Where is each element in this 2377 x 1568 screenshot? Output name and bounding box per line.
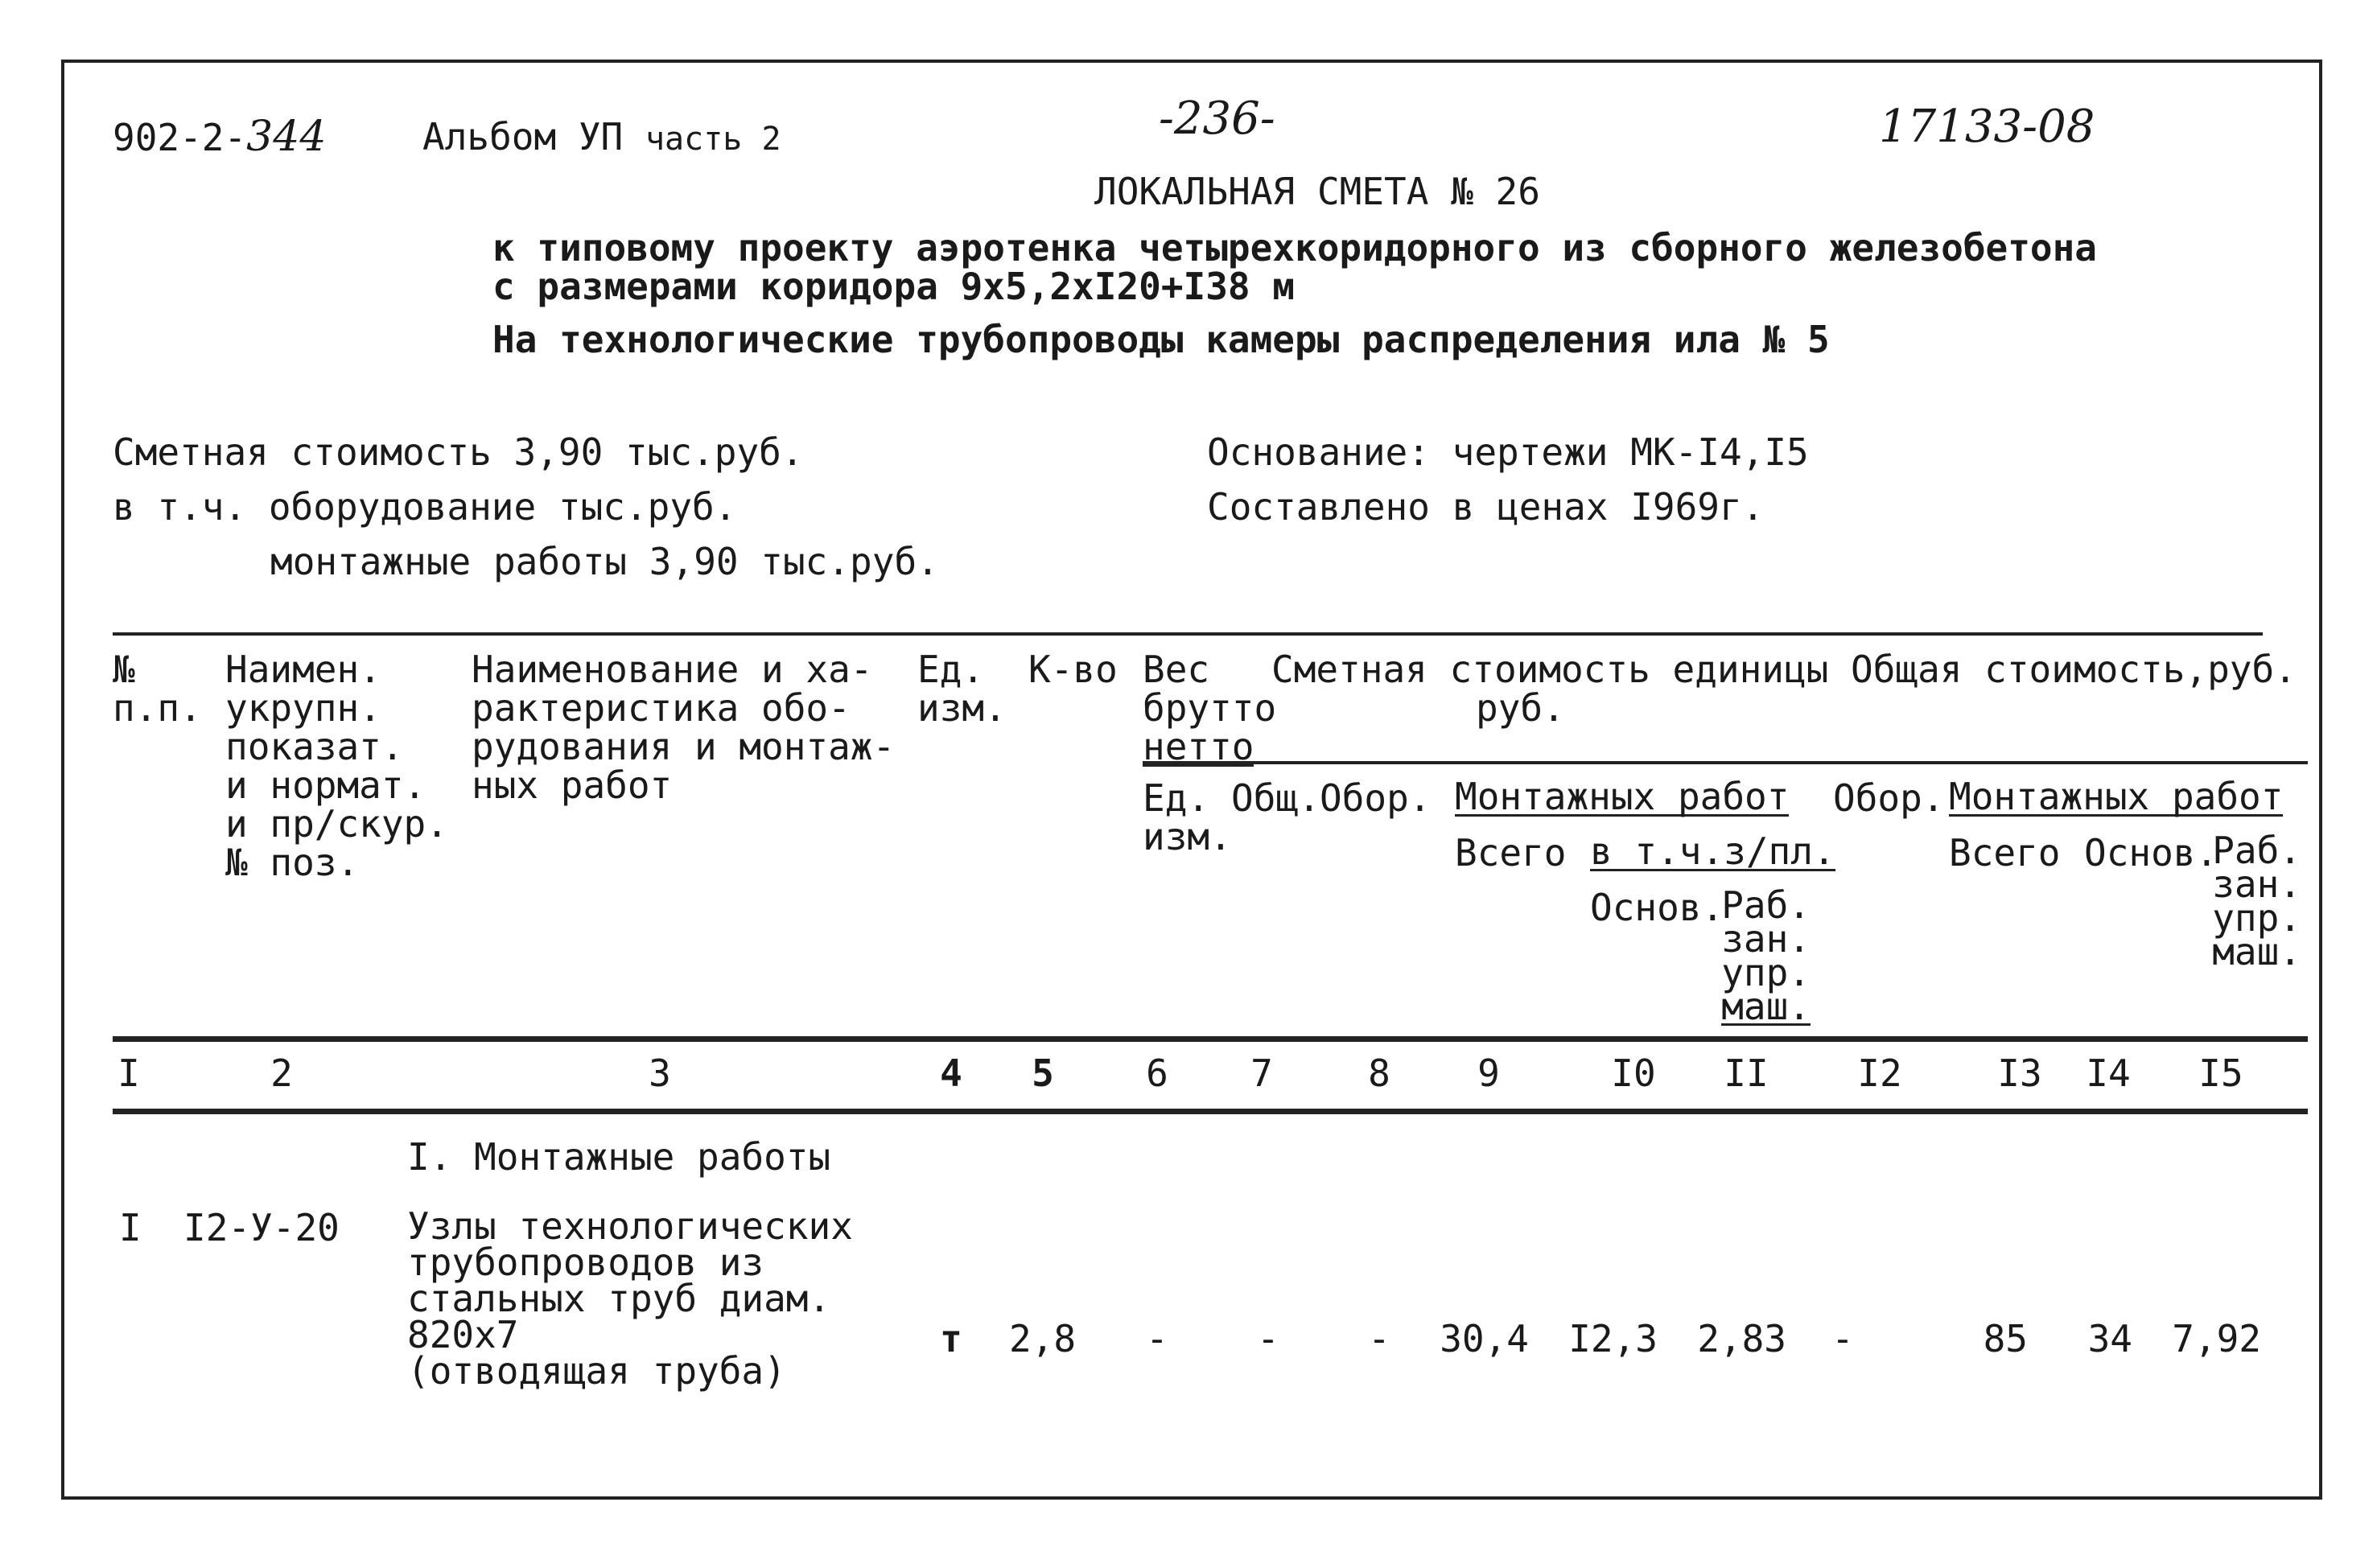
header-unit-total: Всего [1455,831,1567,875]
column-number: I [117,1052,140,1095]
header-total-machine-wage: Раб. зан. упр. маш. [2212,829,2301,973]
row-number: I [119,1206,142,1249]
row-code: I2-У-20 [183,1206,340,1249]
column-number: I4 [2086,1052,2131,1095]
header-quantity: К-во [1028,648,1118,691]
column-number: I0 [1611,1052,1656,1095]
document-number: 17133-08 [1879,101,2095,153]
header-code: Наимен. укрупн. показат. и нормат. и пр/скур. № поз. [225,648,448,884]
page-number: -236- [1159,93,1275,145]
header-weight-unit: Ед. изм. [1143,776,1232,858]
header-total-cost: Общая стоимость,руб. [1851,648,2297,691]
header-equipment-unit: Обор. [1320,776,1432,820]
header-weight-total: Общ. [1231,776,1320,820]
row-weight-total: - [1257,1317,1279,1360]
row-mounting-basic: 34 [2087,1317,2132,1360]
header-mounting-unit: Монтажных работ [1455,775,1790,818]
document-title: ЛОКАЛЬНАЯ СМЕТА № 26 [1094,170,1540,213]
header-total-all: Всего [1949,831,2061,875]
header-num: № п.п. [113,648,202,730]
column-number: 4 [940,1052,962,1095]
row-equipment-unit: - [1368,1317,1390,1360]
row-equipment-total: - [1831,1317,1854,1360]
column-number: 6 [1146,1052,1168,1095]
column-number: 2 [270,1052,293,1095]
row-mounting-unit-basic: I2,3 [1568,1317,1658,1360]
row-mounting-unit-machine: 2,83 [1697,1317,1786,1360]
header-unit-cost-rub: руб. [1476,686,1565,730]
header-name: Наименование и ха- рактеристика обо- рудования и монтаж- ных работ [472,648,896,807]
header-unit-machine-wage: Раб. зан. упр. маш. [1721,883,1811,1028]
header-unit-cost: Сметная стоимость единицы [1271,648,1829,691]
subtitle-line-2: с размерами коридора 9х5,2хI20+I38 м [492,265,1295,308]
estimated-cost: Сметная стоимость 3,90 тыс.руб. [113,430,804,474]
subtitle-line-3: На технологические трубопроводы камеры распределения ила № 5 [492,318,1830,361]
row-description: Узлы технологических трубопроводов из стальных труб диам. 820х7 (отводящая труба) [407,1204,853,1393]
section-title: I. Монтажные работы [407,1135,831,1179]
header-unit: Ед. изм. [917,648,1007,730]
header-total-basic: Основ. [2084,831,2218,875]
header-mounting-total: Монтажных работ [1949,775,2284,818]
column-numbers-bottom-rule [113,1109,2308,1114]
header-weight: Вес брутто нетто [1143,648,1277,768]
row-mounting-total: 85 [1983,1317,2028,1360]
column-number: 9 [1477,1052,1500,1095]
row-mounting-unit-total: 30,4 [1440,1317,1529,1360]
header-incl-wage: в т.ч.з/пл. [1590,829,1835,873]
basis: Основание: чертежи МК-I4,I5 [1207,430,1809,474]
row-weight-unit: - [1146,1317,1168,1360]
equipment-cost: в т.ч. оборудование тыс.руб. [113,485,737,529]
subheader-rule [1143,761,2308,764]
column-number: 3 [649,1052,671,1095]
row-mounting-machine: 7,92 [2172,1317,2261,1360]
table-top-rule [113,632,2263,636]
header-unit-basic: Основ. [1590,886,1724,929]
project-code: 902-2-344 [113,113,327,161]
column-number: II [1724,1052,1769,1095]
row-quantity: 2,8 [1009,1317,1077,1360]
column-numbers-top-rule [113,1036,2308,1042]
album-label: Альбом УП часть 2 [422,115,781,158]
column-number: 7 [1250,1052,1273,1095]
column-number: 8 [1368,1052,1390,1095]
column-number: I5 [2198,1052,2243,1095]
mounting-cost: монтажные работы 3,90 тыс.руб. [270,540,939,583]
price-base: Составлено в ценах I969г. [1207,485,1765,529]
column-number: I2 [1857,1052,1902,1095]
row-unit: т [940,1317,962,1360]
header-equipment-total: Обор. [1833,776,1945,820]
column-number: I3 [1997,1052,2042,1095]
subtitle-line-1: к типовому проекту аэротенка четырехкоридорного из сборного железобетона [492,226,2097,270]
column-number: 5 [1032,1052,1054,1095]
